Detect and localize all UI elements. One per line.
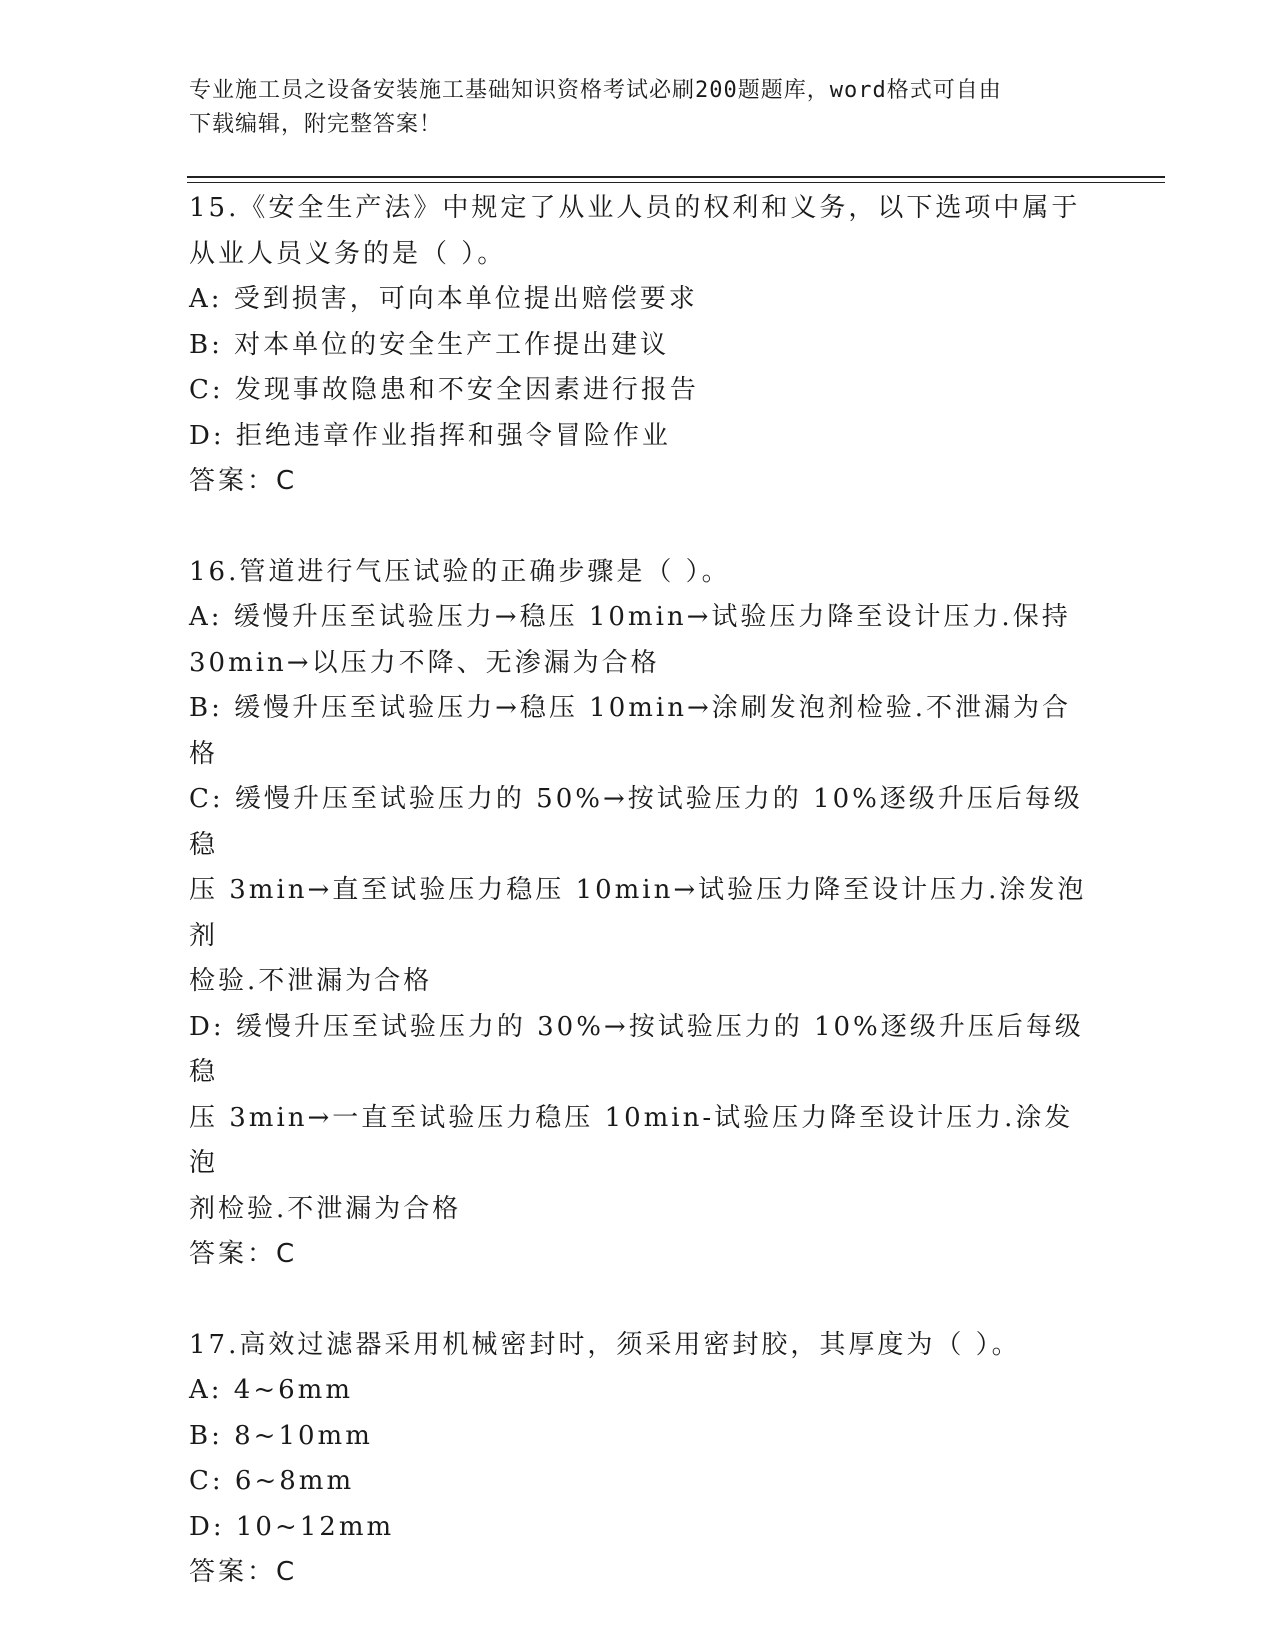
option-d: D: 10~12mm	[189, 1511, 395, 1542]
answer-value: C	[276, 1557, 296, 1587]
question-stem-line: 从业人员义务的是（ ）。	[189, 238, 507, 269]
header-rule-thin	[187, 182, 1165, 183]
question-15	[189, 186, 1089, 505]
answer-value: C	[276, 1239, 296, 1269]
option-a-line-2: 30min→以压力不降、无渗漏为合格	[189, 647, 660, 678]
option-b: B: 缓慢升压至试验压力→稳压 10min→涂刷发泡剂检验.不泄漏为合格	[189, 693, 1072, 769]
answer-label: 答案：	[189, 466, 277, 496]
question-17	[189, 1323, 1089, 1596]
question-stem-line: 17.高效过滤器采用机械密封时，须采用密封胶，其厚度为（ ）。	[189, 1329, 1021, 1360]
answer-label: 答案：	[189, 1557, 277, 1587]
answer-line	[189, 1232, 1089, 1278]
question-stem-line: 15.《安全生产法》中规定了从业人员的权利和义务，以下选项中属于	[189, 193, 1081, 223]
option-a-line-1: A: 缓慢升压至试验压力→稳压 10min→试验压力降至设计压力.保持	[189, 602, 1071, 632]
option-d-line-1: D: 缓慢升压至试验压力的 30%→按试验压力的 10%逐级升压后每级稳	[189, 1011, 1084, 1087]
answer-label: 答案：	[189, 1239, 277, 1269]
option-c-line-3: 检验.不泄漏为合格	[189, 966, 433, 996]
option-d-line-2: 压 3min→一直至试验压力稳压 10min-试验压力降至设计压力.涂发泡	[189, 1102, 1074, 1178]
option-b: B: 对本单位的安全生产工作提出建议	[189, 329, 670, 360]
option-c-line-2: 压 3min→直至试验压力稳压 10min→试验压力降至设计压力.涂发泡剂	[189, 875, 1087, 951]
answer-value: C	[276, 466, 296, 496]
answer-line	[189, 459, 1089, 505]
option-c-line-1: C: 缓慢升压至试验压力的 50%→按试验压力的 10%逐级升压后每级稳	[189, 784, 1083, 860]
document-header	[189, 74, 1089, 142]
question-stem-line: 16.管道进行气压试验的正确步骤是（ ）。	[189, 556, 731, 587]
question-16	[189, 550, 1089, 1278]
option-d-line-3: 剂检验.不泄漏为合格	[189, 1193, 462, 1224]
option-c: C: 6~8mm	[189, 1466, 355, 1496]
header-rule-thick	[187, 176, 1165, 178]
question-list	[189, 186, 1089, 1641]
option-d: D: 拒绝违章作业指挥和强令冒险作业	[189, 420, 671, 451]
option-a: A: 4~6mm	[189, 1375, 353, 1405]
option-a: A: 受到损害，可向本单位提出赔偿要求	[189, 284, 698, 314]
option-c: C: 发现事故隐患和不安全因素进行报告	[189, 375, 699, 405]
answer-line	[189, 1550, 1089, 1596]
header-line-2: 下载编辑，附完整答案！	[189, 112, 443, 137]
option-b: B: 8~10mm	[189, 1420, 373, 1451]
header-line-1: 专业施工员之设备安装施工基础知识资格考试必刷200题题库，word格式可自由	[189, 78, 1002, 103]
